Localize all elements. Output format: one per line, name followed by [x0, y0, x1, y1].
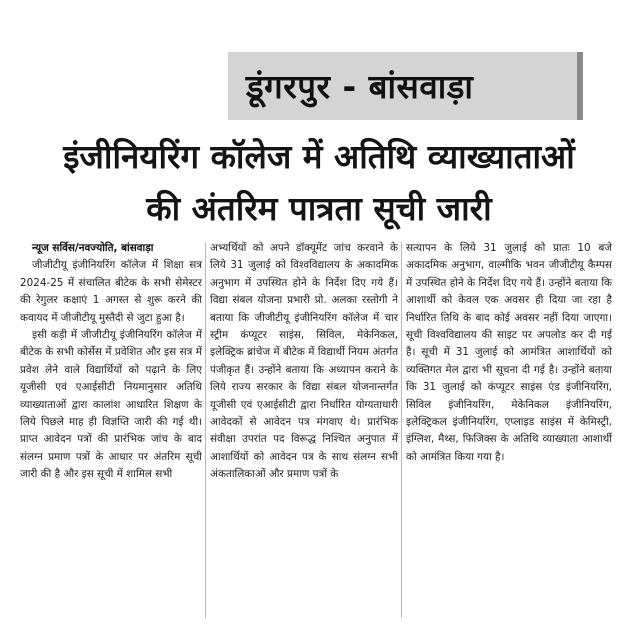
paragraph: जीजीटीयू इंजीनियरिंग कॉलेज में शिक्षा सत्र 2024-25 में संचालित बीटेक के सभी सेमेस्टर की रेगुलर कक्षाएं 1 अगस्त से शुरू करने की कवायद में जीजीटीयू मुस्तैदी से जुटा हुआ है। — [20, 259, 202, 324]
section-title: डूंगरपुर - बांसवाड़ा — [246, 67, 474, 106]
headline-line-1: इंजीनियरिंग कॉलेज में अतिथि व्याख्याताओं — [63, 137, 575, 176]
article-column-3 — [406, 240, 612, 624]
column-divider — [205, 242, 206, 618]
paragraph: इसी कड़ी में जीजीटीयू इंजीनियरिंग कॉलेज में बीटेक के सभी कोर्सेस में प्रवेशित और इस सत्र में प्रवेश लेने वाले विद्यार्थियों को पढ़ाने के लिए यूजीसी एवं एआईसीटी नियमानुसार अतिथि व्याख्याताओं द्वारा कालांश आधारित शिक्षण के लिये पिछले माह ही विज्ञप्ति जारी की गई थी। प्राप्त आवेदन पत्रों की प्रारंभिक जांच के बाद संलग्न प्रमाण पत्रों के आधार पर अंतरिम सूची जारी की है और इस सूची में शामिल सभी — [20, 329, 202, 481]
headline-line-2: की अंतरिम पात्रता सूची जारी — [146, 189, 492, 228]
byline: न्यूज सर्विस/नवज्योति, बांसवाड़ा — [32, 242, 154, 254]
paragraph: सत्यापन के लिये 31 जुलाई को प्रातः 10 बजे अकादमिक अनुभाग, वाल्मीकि भवन जीजीटीयू कैम्पस में उपस्थित होने के निर्देश दिए गये हैं। उन्होंने बताया कि आशार्थी को केवल एक अवसर ही दिया जा रहा है निर्धारित तिथि के बाद कोई अवसर नहीं दिया जाएगा। सूची विश्वविद्यालय की साइट पर अपलोड कर दी गई है। सूची में 31 जुलाई को आमंत्रित आशार्थियों को व्यक्तिगत मेल द्वारा भी सूचना दी गई है। उन्होंने बताया कि 31 जुलाई को कंप्यूटर साइंस एंड इंजीनियरिंग, सिविल इंजीनियरिंग, मेकेनिकल इंजीनियरिंग, इलेक्ट्रिकल इंजीनियरिंग, एप्लाइड साइंस में केमिस्ट्री, इंग्लिश, मैथ्स, फिजिक्स के अतिथि व्याख्याता आशार्थी को आमंत्रित किया गया है। — [406, 242, 612, 463]
article-column-1 — [20, 240, 202, 624]
paragraph: अभ्यर्थियों को अपने डॉक्यूमेंट जांच करवाने के लिये 31 जुलाई को विश्वविद्यालय के अकादमिक अनुभाग में उपस्थित होने के निर्देश दिए गये हैं। विद्या संबल योजना प्रभारी प्रो. अलका रस्तोगी ने बताया कि जीजीटीयू इंजीनियरिंग कॉलेज में चार स्ट्रीम कंप्यूटर साइंस, सिविल, मेकेनिकल, इलेक्ट्रिक ब्रांचेज में बीटेक में विद्यार्थी नियम अंतर्गत पंजीकृत हैं। उन्होंने बताया कि अध्यापन कराने के लिये राज्य सरकार के विद्या संबल योजनान्तर्गत यूजीसी एवं एआईसीटी द्वारा निर्धारित योग्यताधारी आवेदकों से आवेदन पत्र मंगवाए थे। प्रारंभिक संवीक्षा उपरांत पद विरूद्ध निश्चित अनुपात में आशार्थियों को आवेदन पत्र के साथ संलग्न सभी अंकतालिकाओं और प्रमाण पत्रों के — [210, 242, 398, 481]
column-divider — [401, 242, 402, 618]
article-column-2 — [210, 240, 398, 624]
section-banner-edge — [577, 52, 583, 120]
